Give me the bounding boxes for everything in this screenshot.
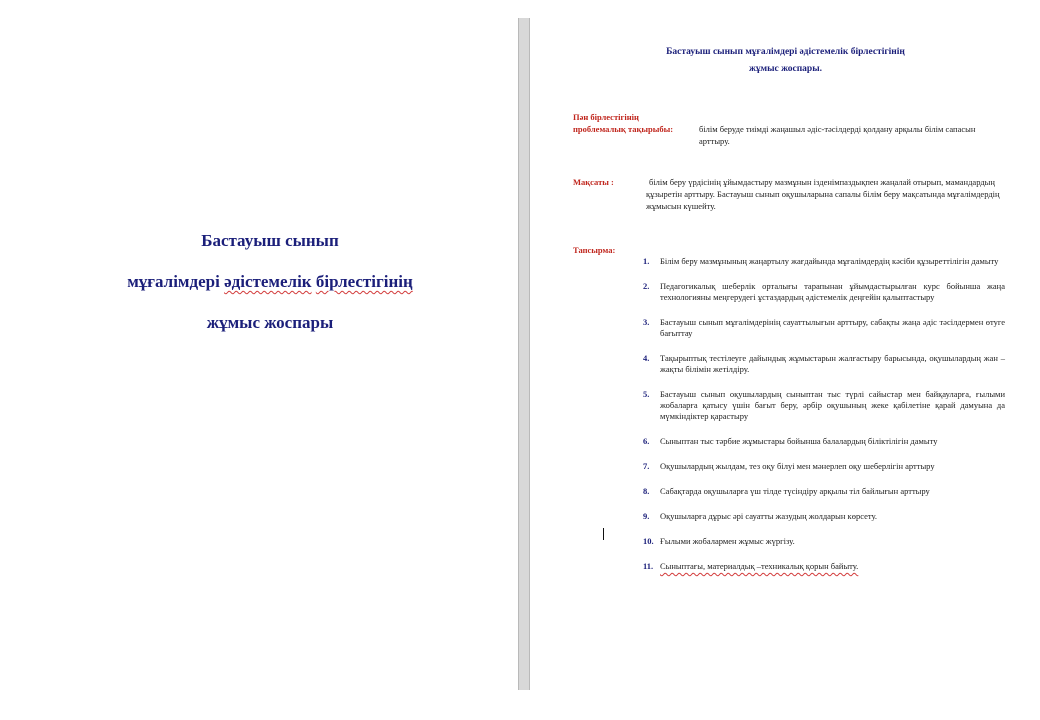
task-item	[643, 511, 1005, 522]
task-text: Педагогикалық шеберлік орталығы тарапынан ұйымдастырылған курс бойынша жаңа технологияны меңгерудегі ұстаздардың әдістемелік деңгейін қалыптастыру	[660, 281, 1005, 302]
task-item	[643, 461, 1005, 472]
cover-line-3: жұмыс жоспары	[206, 313, 334, 332]
task-text: Бастауыш сынып мұғалімдерінің сауаттылығын арттыру, сабақты жаңа әдіс тәсілдермен өтуге бағыттау	[660, 317, 1005, 338]
problem-label	[573, 111, 673, 135]
task-number: 3.	[643, 317, 650, 327]
cover-line-1: Бастауыш сынып	[201, 231, 339, 250]
document-title-line-1: Бастауыш сынып мұғалімдері әдістемелік бірлестігінің	[666, 47, 905, 57]
task-number: 2.	[643, 281, 650, 291]
task-number: 1.	[643, 256, 650, 266]
cover-line-2-word-1: мұғалімдері	[127, 272, 225, 291]
task-number: 8.	[643, 486, 650, 496]
problem-label-line-2: проблемалық тақырыбы:	[573, 124, 674, 134]
task-item	[643, 536, 1005, 547]
cover-line-2	[60, 271, 480, 293]
document-title	[531, 44, 1040, 78]
task-number: 4.	[643, 353, 650, 363]
tasks-list	[643, 256, 1005, 586]
task-item	[643, 436, 1005, 447]
task-text: Білім беру мазмұнының жаңартылу жағдайында мұғалімдердің кәсіби құзыреттілігін дамыту	[660, 256, 999, 266]
task-item	[643, 353, 1005, 375]
goal-text: білім беру үрдісінің ұйымдастыру мазмұнын ізденімпаздықпен жаңалай отырып, мамандардың құзыретін арттыру. Бастауыш сынып оқушыларына сапалы білім беру мақсатында мұғалімдердің жұмысын күшейту.	[646, 177, 1000, 211]
task-item	[643, 281, 1005, 303]
goal-label: Мақсаты :	[573, 177, 614, 187]
task-text: Бастауыш сынып оқушылардың сыныптан тыс түрлі сайыстар мен байқауларға, ғылыми жобаларға қатысу үшін бағыт беру, әрбір оқушының жеке қабілетіне қарай дамуына да мүмкіндіктер қарастыру	[660, 389, 1005, 421]
task-item	[643, 486, 1005, 497]
task-text: Ғылыми жобалармен жұмыс жүргізу.	[660, 536, 795, 546]
problem-label-line-1: Пән бірлестігінің	[573, 112, 639, 122]
problem-text: білім беруде тиімді жаңашыл әдіс-тәсілдерді қолдану арқылы білім сапасын арттыру.	[699, 124, 976, 146]
right-page	[531, 18, 1040, 698]
cover-line-2-word-2: әдістемелік	[224, 272, 312, 291]
task-text: Тақырыптық тестілеуге дайындық жұмыстарын жалғастыру барысында, оқушылардың жан –жақты білімін жетілдіру.	[660, 353, 1005, 374]
tasks-label: Тапсырма:	[573, 245, 616, 255]
cover-title	[60, 230, 480, 353]
task-text: Оқушыларға дұрыс әрі сауатты жазудың жолдарын көрсету.	[660, 511, 877, 521]
cover-line-2-word-3: бірлестігінің	[315, 272, 413, 291]
text-cursor	[603, 528, 604, 540]
left-page	[0, 0, 518, 720]
task-item	[643, 389, 1005, 422]
task-item	[643, 561, 1005, 572]
task-number: 11.	[643, 561, 654, 571]
page-gutter	[518, 18, 530, 690]
task-item	[643, 317, 1005, 339]
task-text: Сабақтарда оқушыларға үш тілде түсіндіру арқылы тіл байлығын арттыру	[660, 486, 930, 496]
task-number: 10.	[643, 536, 654, 546]
task-text: Сыныптағы, материалдық –техникалық қорын байыту.	[660, 561, 859, 571]
task-number: 9.	[643, 511, 650, 521]
task-text: Оқушылардың жылдам, тез оқу білуі мен мәнерлеп оқу шеберлігін арттыру	[660, 461, 935, 471]
task-number: 7.	[643, 461, 650, 471]
task-number: 6.	[643, 436, 650, 446]
task-text: Сыныптан тыс тәрбие жұмыстары бойынша балалардың біліктілігін дамыту	[660, 436, 938, 446]
document-title-line-2: жұмыс жоспары.	[748, 64, 823, 74]
task-item	[643, 256, 1005, 267]
task-number: 5.	[643, 389, 650, 399]
